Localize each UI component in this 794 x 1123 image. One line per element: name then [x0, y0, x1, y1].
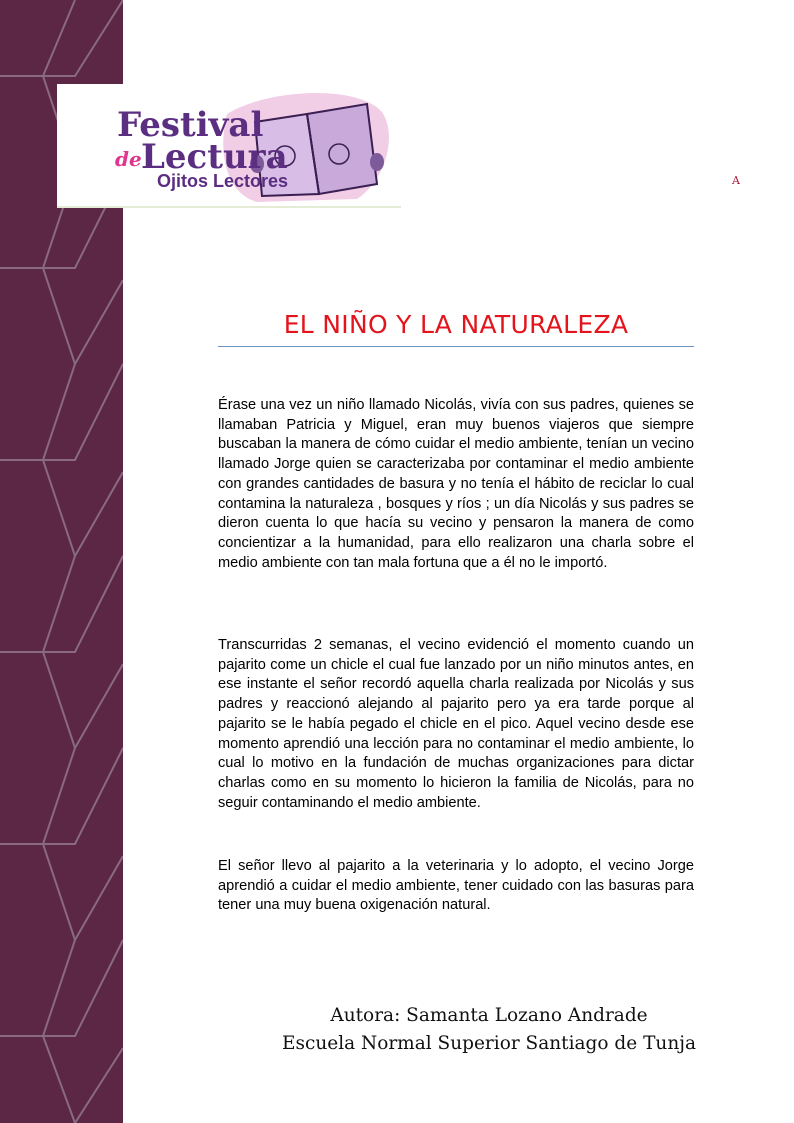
paragraph-3: El señor llevo al pajarito a la veterinaria y lo adopto, el vecino Jorge aprendió a cuidar el medio ambiente, tener cuidado con las basuras para tener una muy buena oxigenación natural.	[218, 858, 694, 914]
paragraph-1: Érase una vez un niño llamado Nicolás, vivía con sus padres, quienes se llamaban Patricia y Miguel, eran muy buenos viajeros que siempre buscaban la manera de cómo cuidar el medio ambiente, tenían un vecino llamado Jorge quien se caracterizaba por contaminar el medio ambiente con grandes cantidades de basura y no tenía el hábito de reciclar lo cual contamina la naturaleza , bosques y ríos ; un día Nicolás y sus padres se dieron cuenta lo que hacía su vecino y pensaron la manera de como concientizar a la humanidad, para ello realizaron una charla sobre el medio ambiente con tan mala fortuna que a él no le importó.	[218, 397, 694, 571]
logo-line3: Ojitos Lectores	[157, 171, 289, 191]
title-underline	[218, 346, 694, 347]
author-line: Autora: Samanta Lozano Andrade	[330, 1005, 648, 1026]
logo-line2: Lectura	[141, 137, 288, 177]
paragraph-2: Transcurridas 2 semanas, el vecino evidenció el momento cuando un pajarito come un chicle el cual fue lanzado por un niño minutos antes, en ese instante el señor recordó aquella charla realizada por Nicolás y sus padres y reaccionó alejando al pajarito pero ya era tarde porque al pajarito se le había pegado el chicle en el pico. Aquel vecino desde ese momento aprendió una lección para no contaminar el medio ambiente, lo cual lo motivo en la fundación de muchas organizaciones para dictar charlas como en su momento lo hicieron la familia de Nicolás, para no seguir contaminando el medio ambiente.	[218, 637, 694, 811]
festival-logo	[57, 84, 401, 208]
logo-de: de	[115, 147, 142, 171]
school-line: Escuela Normal Superior Santiago de Tunja	[281, 1033, 697, 1054]
corner-letter: A	[732, 174, 740, 187]
logo-line1: Festival	[117, 105, 264, 145]
page-title: EL NIÑO Y LA NATURALEZA	[283, 310, 629, 339]
